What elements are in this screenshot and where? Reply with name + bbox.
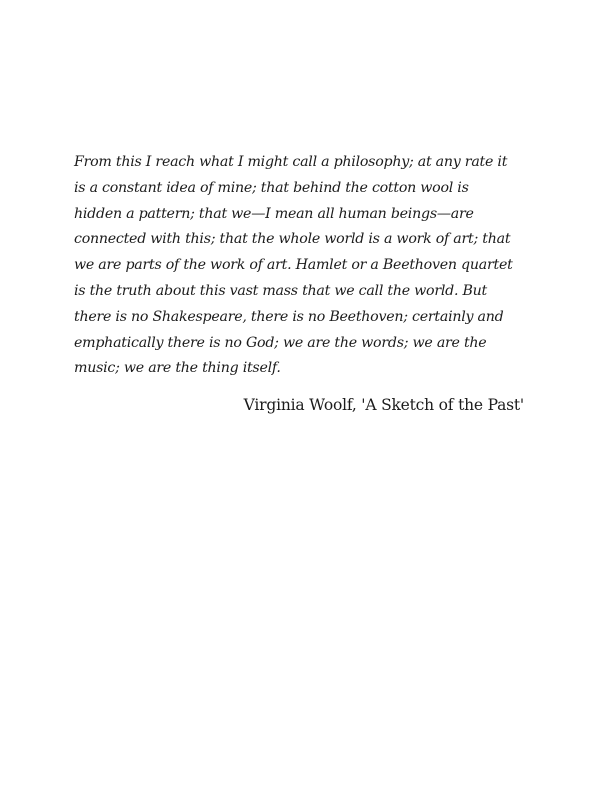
epigraph-attribution: Virginia Woolf, 'A Sketch of the Past'	[243, 396, 524, 415]
quote-line: we are parts of the work of art. Hamlet or a Beethoven quartet	[74, 257, 513, 274]
quote-line: From this I reach what I might call a philosophy; at any rate it	[74, 154, 508, 170]
quote-line: is the truth about this vast mass that we call the world. But	[74, 282, 488, 299]
quote-line: emphatically there is no God; we are the words; we are the	[74, 334, 487, 351]
epigraph	[74, 150, 534, 414]
quote-line: music; we are the thing itself.	[74, 360, 281, 377]
quote-line: is a constant idea of mine; that behind the cotton wool is	[74, 179, 469, 196]
quote-line: connected with this; that the whole world is a work of art; that	[74, 231, 511, 248]
quote-line: hidden a pattern; that we—I mean all human beings—are	[74, 205, 474, 222]
epigraph-quote	[74, 150, 534, 382]
quote-line: there is no Shakespeare, there is no Beethoven; certainly and	[74, 308, 504, 325]
